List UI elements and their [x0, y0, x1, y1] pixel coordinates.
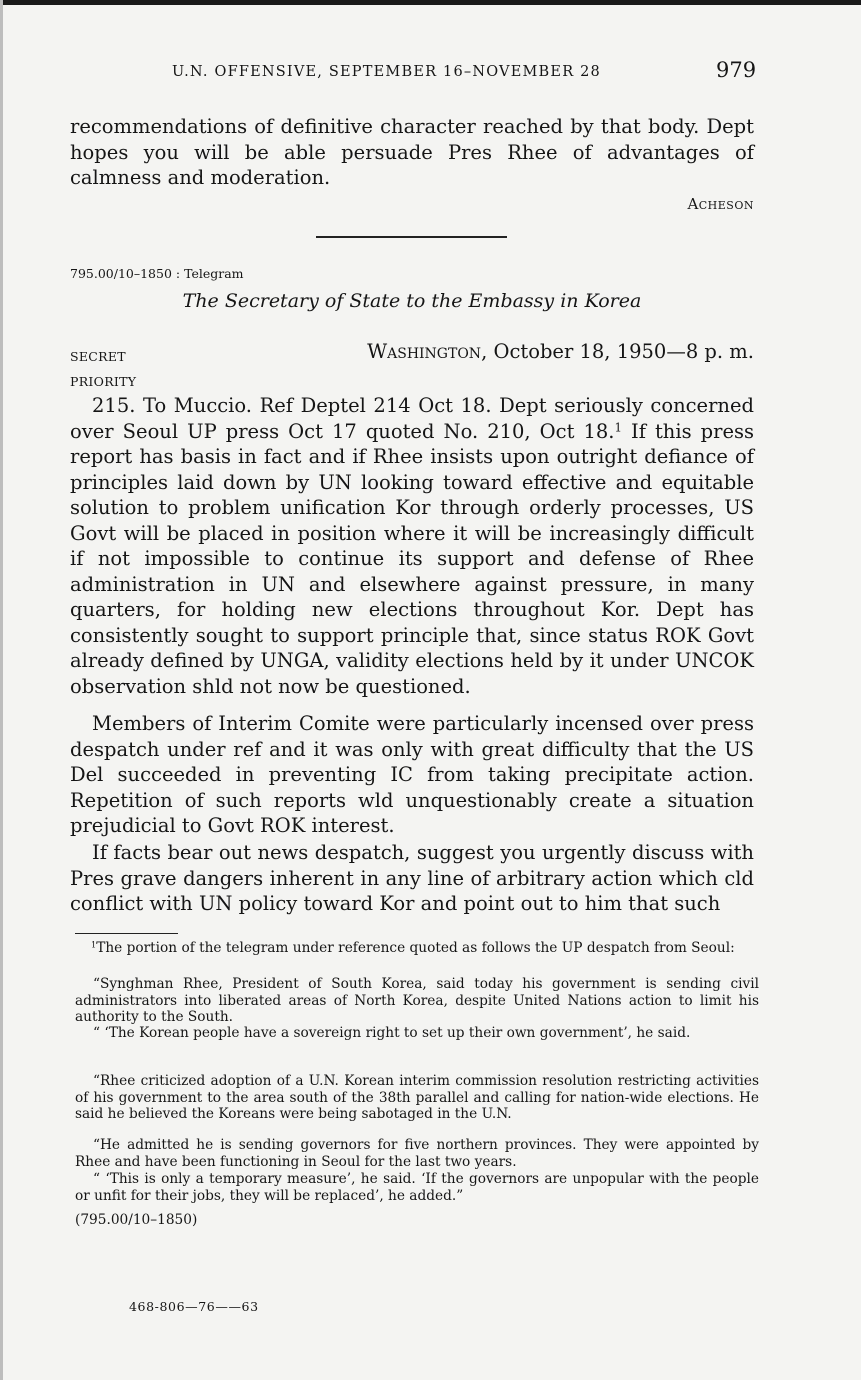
paragraph-1-text-start: 215. To Muccio. Ref Deptel 214 Oct 18. Dept seriously concerned over Seoul UP press Oct 17 quoted No. 210, Oct 18.: [70, 394, 754, 443]
paragraph-1-text-end: If this press report has basis in fact and if Rhee insists upon outright defiance of principles laid down by UN looking toward effective and equitable solution to problem unification Kor through orderly processes, US Govt will be placed in position where it will be increasingly difficult if not impossible to continue its support and defense of Rhee administration in UN and elsewhere against pressure, in many quarters, for holding new elections throughout Kor. Dept has consistently sought to support principle that, since status ROK Govt already defined by UNGA, validity elections held by it under UNCOK observation shld not now be questioned.: [70, 419, 755, 698]
paragraph-2-text: Members of Interim Comite were particularly incensed over press despatch under ref and it was only with great difficulty that the US Del succeeded in preventing IC from taking precipitate action. Repetition of such reports wld unquestionably create a situation prejudicial to Govt ROK interest.: [70, 712, 754, 837]
footnote-quote-2-text: “ ‘The Korean people have a sovereign right to set up their own government’, he said.: [93, 1025, 691, 1041]
footnote-quote-4: [75, 1137, 759, 1170]
footnote-quote-3: [75, 1073, 759, 1123]
telegram-paragraph-2: [70, 711, 754, 839]
dateline-date: , October 18, 1950—8 p. m.: [481, 340, 754, 363]
footnote-quote-1-text: “Synghman Rhee, President of South Korea, said today his government is sending civil administrators into liberated areas of North Korea, despite United Nations action to limit his authority to the South.: [75, 976, 759, 1026]
dateline-place: Washington: [367, 340, 482, 363]
footnote-quote-3-text: “Rhee criticized adoption of a U.N. Korean interim commission resolution restricting activities of his government to the area south of the 38th parallel and calling for nation-wide elections. He said he believed the Koreans were being sabotaged in the U.N.: [75, 1073, 759, 1123]
dateline: [367, 340, 754, 363]
page-number: 979: [716, 58, 757, 82]
footnote-marker: 1: [91, 939, 97, 950]
telegram-paragraph-3: [70, 840, 754, 917]
page-left-edge: [0, 0, 3, 1380]
footnote-quote-1: [75, 976, 759, 1026]
section-divider: [316, 236, 507, 238]
document-title: The Secretary of State to the Embassy in Korea: [182, 290, 642, 312]
priority-label: PRIORITY: [70, 374, 137, 389]
telegram-paragraph-1: [70, 393, 754, 699]
continued-paragraph-text: recommendations of definitive character reached by that body. Dept hopes you will be able persuade Pres Rhee of advantages of calmness and moderation.: [70, 115, 754, 189]
printer-code: 468-806—76——63: [129, 1299, 259, 1314]
running-head: U.N. OFFENSIVE, SEPTEMBER 16–NOVEMBER 28: [172, 64, 601, 80]
footnote-quote-2: [75, 1025, 759, 1042]
continued-paragraph: [70, 114, 754, 191]
classification-label: SECRET: [70, 349, 126, 364]
footnote-reference-line: [75, 1212, 759, 1229]
footnote: [75, 940, 759, 957]
footnote-intro: The portion of the telegram under reference quoted as follows the UP despatch from Seoul:: [96, 940, 735, 956]
footnote-divider: [75, 933, 178, 934]
page-top-edge: [0, 0, 861, 5]
footnote-reference: 1: [614, 420, 622, 435]
footnote-quote-5-text: “ ‘This is only a temporary measure’, he said. ‘If the governors are unpopular with the people or unfit for their jobs, they will be replaced’, he added.”: [75, 1171, 759, 1204]
file-number: 795.00/10–1850 : Telegram: [70, 266, 244, 281]
footnote-quote-5: [75, 1171, 759, 1204]
footnote-quote-4-text: “He admitted he is sending governors for five northern provinces. They were appointed by Rhee and have been functioning in Seoul for the last two years.: [75, 1137, 759, 1170]
signature: Acheson: [687, 195, 754, 213]
footnote-file-reference: (795.00/10–1850): [75, 1212, 198, 1228]
paragraph-3-text: If facts bear out news despatch, suggest you urgently discuss with Pres grave dangers inherent in any line of arbitrary action which cld conflict with UN policy toward Kor and point out to him that such: [70, 841, 754, 915]
